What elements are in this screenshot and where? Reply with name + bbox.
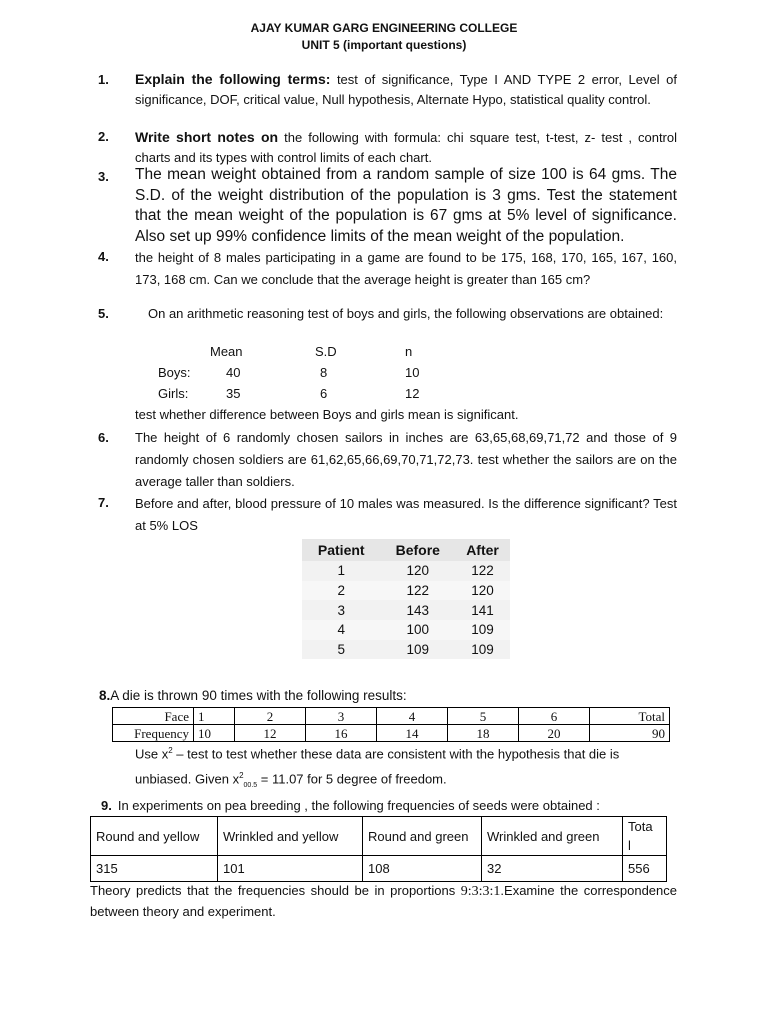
boys-girls-table xyxy=(140,341,419,404)
cell: 120 xyxy=(455,581,510,601)
cell: 32 xyxy=(482,856,623,882)
question-7: Before and after, blood pressure of 10 males was measured. Is the difference significant? Test at 5% LOS xyxy=(135,496,677,533)
cell: 10 xyxy=(194,725,235,742)
text-span: unbiased. Given x xyxy=(135,771,240,787)
question-9 xyxy=(101,798,600,813)
cell: 141 xyxy=(471,602,494,618)
text-span: Theory predicts that the frequencies should be in proportions xyxy=(90,883,461,898)
cell: 1 xyxy=(194,708,235,725)
question-number: 6. xyxy=(98,430,109,445)
question-lead: Explain the following terms: xyxy=(135,71,331,87)
cell: 109 xyxy=(455,620,510,640)
col-header xyxy=(623,817,667,856)
question-5-footer: test whether difference between Boys and girls mean is significant. xyxy=(135,407,519,422)
cell: 120 xyxy=(406,563,430,579)
question-number: 2. xyxy=(98,129,109,144)
col-header: Before xyxy=(380,539,455,561)
cell: 40 xyxy=(226,365,241,380)
ratio: 9:3:3:1 xyxy=(460,884,501,899)
cell: 100 xyxy=(380,620,455,640)
cell: Total xyxy=(590,708,670,725)
blood-pressure-table xyxy=(302,539,510,659)
text-span: Tota xyxy=(628,819,653,834)
question-3: The mean weight obtained from a random sample of size 100 is 64 gms. The S.D. of the weight distribution of the population is 3 gms. Test the statement that the mean weight of the population is 67 gms at 5% level of significance. Also set up 99% confidence limits of the mean weight of the population. xyxy=(135,166,677,245)
col-header: Patient xyxy=(302,539,380,561)
college-name: AJAY KUMAR GARG ENGINEERING COLLEGE xyxy=(250,21,518,35)
question-8-text xyxy=(135,740,677,797)
question-number: 8. xyxy=(99,688,111,703)
cell: 6 xyxy=(519,708,590,725)
question-number: 4. xyxy=(98,249,109,264)
question-text: the following with formula: chi square test, t-test, z- test , control charts and its types with control limits of each chart. xyxy=(135,130,678,165)
cell: 10 xyxy=(405,365,420,380)
cell: 18 xyxy=(448,725,519,742)
row-label: Boys: xyxy=(158,365,191,380)
cell: 14 xyxy=(377,725,448,742)
cell: 6 xyxy=(320,386,328,401)
cell: 108 xyxy=(363,856,482,882)
col-header: Round and yellow xyxy=(91,817,218,856)
cell: 101 xyxy=(218,856,363,882)
col-header: n xyxy=(405,344,413,359)
col-header: Wrinkled and green xyxy=(482,817,623,856)
question-text: test of significance, Type I AND TYPE 2 error, Level of significance, DOF, critical value, Null hypothesis, Alternate Hypo, statistical quality control. xyxy=(135,72,677,107)
question-text: A die is thrown 90 times with the following results: xyxy=(110,688,407,703)
cell: 2 xyxy=(302,581,380,601)
question-5: On an arithmetic reasoning test of boys and girls, the following observations are obtained: xyxy=(148,306,664,321)
cell: 35 xyxy=(226,386,241,401)
cell: 20 xyxy=(519,725,590,742)
question-8 xyxy=(99,688,407,703)
question-number: 5. xyxy=(98,306,109,321)
cell: 3 xyxy=(306,708,377,725)
row-label: Face xyxy=(113,708,194,725)
question-number: 9. xyxy=(101,798,112,813)
question-lead: Write short notes on xyxy=(135,129,279,145)
text-span: = 11.07 for 5 degree of freedom. xyxy=(257,771,447,787)
pea-breeding-table xyxy=(90,816,667,882)
question-text: In experiments on pea breeding , the following frequencies of seeds were obtained : xyxy=(117,798,600,813)
cell: 3 xyxy=(337,602,345,618)
superscript: 2 xyxy=(239,771,244,781)
cell: 109 xyxy=(471,642,494,658)
cell: 12 xyxy=(405,386,420,401)
text-span: .Examine the correspondence between theory and experiment. xyxy=(90,883,677,919)
text-span: l xyxy=(628,838,631,853)
row-label: Girls: xyxy=(158,386,189,401)
col-header: Wrinkled and yellow xyxy=(218,817,363,856)
cell: 5 xyxy=(448,708,519,725)
col-header: Mean xyxy=(210,344,243,359)
cell: 90 xyxy=(590,725,670,742)
col-header: After xyxy=(455,539,510,561)
row-label: Frequency xyxy=(113,725,194,742)
cell: 8 xyxy=(320,365,328,380)
question-number: 7. xyxy=(98,495,109,510)
col-header: Round and green xyxy=(363,817,482,856)
question-1 xyxy=(135,69,677,110)
cell: 122 xyxy=(471,563,494,579)
question-number: 3. xyxy=(98,169,109,184)
cell: 122 xyxy=(380,581,455,601)
subscript: 00.5 xyxy=(243,782,258,790)
cell: 12 xyxy=(235,725,306,742)
text-span: Use x xyxy=(135,746,169,762)
cell: 143 xyxy=(406,602,430,618)
superscript: 2 xyxy=(168,746,173,755)
cell: 4 xyxy=(377,708,448,725)
cell: 16 xyxy=(306,725,377,742)
cell: 2 xyxy=(235,708,306,725)
die-frequency-table xyxy=(112,707,670,742)
unit-title: UNIT 5 (important questions) xyxy=(301,38,467,52)
text-span: – test to test whether these data are consistent with the hypothesis that die is xyxy=(172,746,620,762)
col-header: S.D xyxy=(315,344,337,359)
question-number: 1. xyxy=(98,72,109,87)
cell: 556 xyxy=(623,856,667,882)
question-4: the height of 8 males participating in a game are found to be 175, 168, 170, 165, 167, 160, 173, 168 cm. Can we conclude that the average height is greater than 165 cm? xyxy=(135,250,677,287)
cell: 109 xyxy=(406,642,430,658)
question-9-footer xyxy=(90,881,677,922)
question-6: The height of 6 randomly chosen sailors in inches are 63,65,68,69,71,72 and those of 9 randomly chosen soldiers are 61,62,65,66,69,70,71,72,73. test whether the sailors are on the average taller than soldiers. xyxy=(135,430,677,489)
cell: 315 xyxy=(91,856,218,882)
cell: 1 xyxy=(337,563,345,579)
question-2 xyxy=(135,127,677,168)
cell: 5 xyxy=(337,642,345,658)
cell: 4 xyxy=(302,620,380,640)
